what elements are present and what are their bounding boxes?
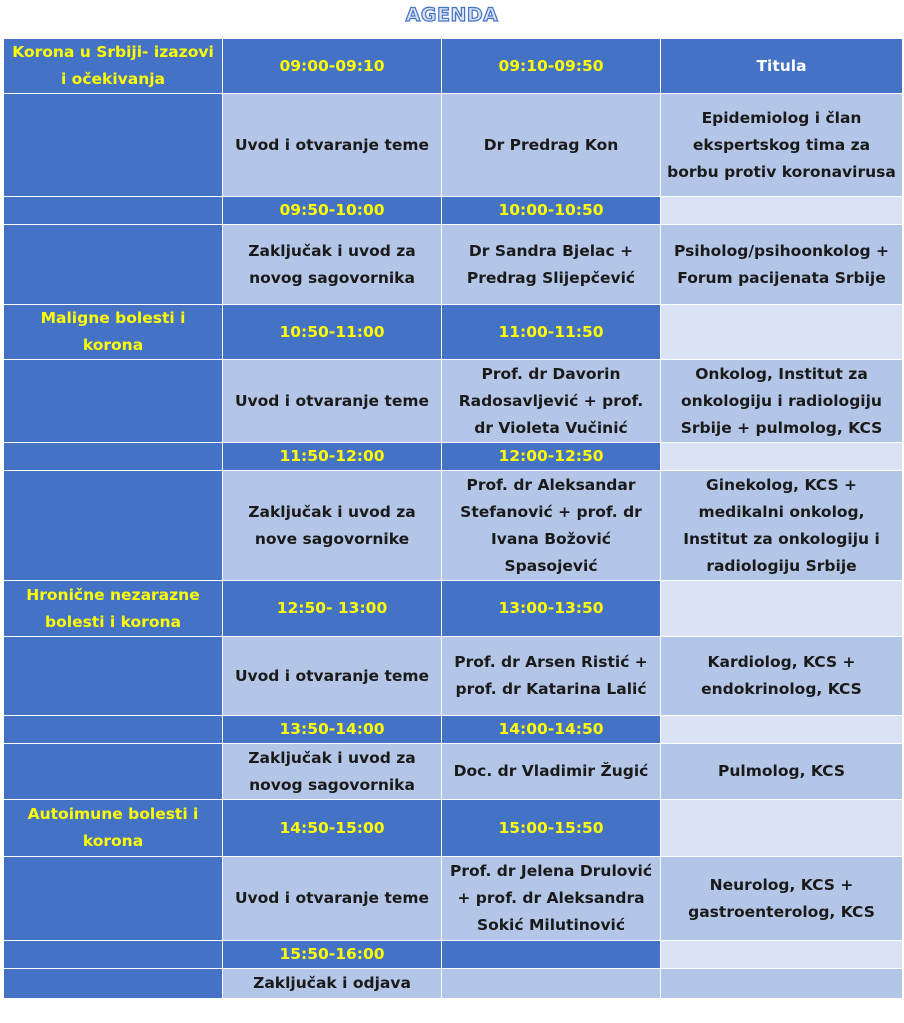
speaker-cell: Prof. dr Davorin Radosavljević + prof. dr Violeta Vučinić	[442, 360, 661, 443]
title-cell-empty	[661, 305, 903, 360]
agenda-item-row	[4, 225, 903, 305]
agenda-item-row	[4, 360, 903, 443]
speaker-cell: Prof. dr Jelena Drulović + prof. dr Aleksandra Sokić Milutinović	[442, 857, 661, 941]
time-row	[4, 716, 903, 744]
agenda-item-row	[4, 969, 903, 999]
speaker-title-cell: Kardiolog, KCS + endokrinolog, KCS	[661, 637, 903, 716]
topic-cell	[4, 716, 223, 744]
time-row	[4, 443, 903, 471]
header-topic: Korona u Srbiji- izazovi i očekivanja	[4, 39, 223, 94]
title-cell-empty	[661, 443, 903, 471]
section-topic: Maligne bolesti i korona	[4, 305, 223, 360]
topic-cell	[4, 471, 223, 581]
agenda-item-row	[4, 637, 903, 716]
time-slot-1: 10:50-11:00	[223, 305, 442, 360]
header-time-1: 09:00-09:10	[223, 39, 442, 94]
speaker-cell: Prof. dr Arsen Ristić + prof. dr Katarina Lalić	[442, 637, 661, 716]
speaker-title-cell: Epidemiolog i član ekspertskog tima za borbu protiv koronavirusa	[661, 94, 903, 197]
topic-cell	[4, 744, 223, 800]
time-row	[4, 800, 903, 857]
activity-cell: Zaključak i uvod za novog sagovornika	[223, 225, 442, 305]
time-slot-1: 12:50- 13:00	[223, 581, 442, 637]
activity-cell: Uvod i otvaranje teme	[223, 857, 442, 941]
speaker-cell	[442, 969, 661, 999]
topic-cell	[4, 360, 223, 443]
activity-cell: Uvod i otvaranje teme	[223, 637, 442, 716]
title-cell-empty	[661, 716, 903, 744]
activity-cell: Uvod i otvaranje teme	[223, 94, 442, 197]
speaker-title-cell: Pulmolog, KCS	[661, 744, 903, 800]
speaker-cell: Prof. dr Aleksandar Stefanović + prof. dr Ivana Božović Spasojević	[442, 471, 661, 581]
time-slot-2: 11:00-11:50	[442, 305, 661, 360]
topic-cell	[4, 197, 223, 225]
title-cell-empty	[661, 581, 903, 637]
agenda-item-row	[4, 744, 903, 800]
activity-cell: Uvod i otvaranje teme	[223, 360, 442, 443]
speaker-title-cell	[661, 969, 903, 999]
time-slot-1: 13:50-14:00	[223, 716, 442, 744]
speaker-cell: Dr Sandra Bjelac + Predrag Slijepčević	[442, 225, 661, 305]
speaker-title-cell: Ginekolog, KCS + medikalni onkolog, Institut za onkologiju i radiologiju Srbije	[661, 471, 903, 581]
topic-cell	[4, 94, 223, 197]
topic-cell	[4, 637, 223, 716]
activity-cell: Zaključak i odjava	[223, 969, 442, 999]
agenda-table	[3, 38, 903, 999]
time-slot-2: 10:00-10:50	[442, 197, 661, 225]
time-slot-2	[442, 941, 661, 969]
agenda-title: AGENDA	[405, 4, 499, 26]
speaker-cell: Doc. dr Vladimir Žugić	[442, 744, 661, 800]
title-cell-empty	[661, 800, 903, 857]
title-cell-empty	[661, 197, 903, 225]
time-row	[4, 305, 903, 360]
speaker-title-cell: Neurolog, KCS + gastroenterolog, KCS	[661, 857, 903, 941]
speaker-title-cell: Psiholog/psihoonkolog + Forum pacijenata Srbije	[661, 225, 903, 305]
agenda-item-row	[4, 94, 903, 197]
agenda-item-row	[4, 857, 903, 941]
table-header-row	[4, 39, 903, 94]
time-row	[4, 197, 903, 225]
activity-cell: Zaključak i uvod za novog sagovornika	[223, 744, 442, 800]
time-slot-2: 15:00-15:50	[442, 800, 661, 857]
time-slot-2: 14:00-14:50	[442, 716, 661, 744]
time-row	[4, 941, 903, 969]
topic-cell	[4, 443, 223, 471]
speaker-cell: Dr Predrag Kon	[442, 94, 661, 197]
header-time-2: 09:10-09:50	[442, 39, 661, 94]
time-slot-1: 11:50-12:00	[223, 443, 442, 471]
topic-cell	[4, 941, 223, 969]
header-title: Titula	[661, 39, 903, 94]
time-slot-1: 14:50-15:00	[223, 800, 442, 857]
title-cell-empty	[661, 941, 903, 969]
activity-cell: Zaključak i uvod za nove sagovornike	[223, 471, 442, 581]
topic-cell	[4, 969, 223, 999]
time-slot-1: 15:50-16:00	[223, 941, 442, 969]
section-topic: Autoimune bolesti i korona	[4, 800, 223, 857]
agenda-item-row	[4, 471, 903, 581]
time-slot-2: 12:00-12:50	[442, 443, 661, 471]
time-row	[4, 581, 903, 637]
time-slot-1: 09:50-10:00	[223, 197, 442, 225]
time-slot-2: 13:00-13:50	[442, 581, 661, 637]
topic-cell	[4, 225, 223, 305]
speaker-title-cell: Onkolog, Institut za onkologiju i radiologiju Srbije + pulmolog, KCS	[661, 360, 903, 443]
section-topic: Hronične nezarazne bolesti i korona	[4, 581, 223, 637]
topic-cell	[4, 857, 223, 941]
